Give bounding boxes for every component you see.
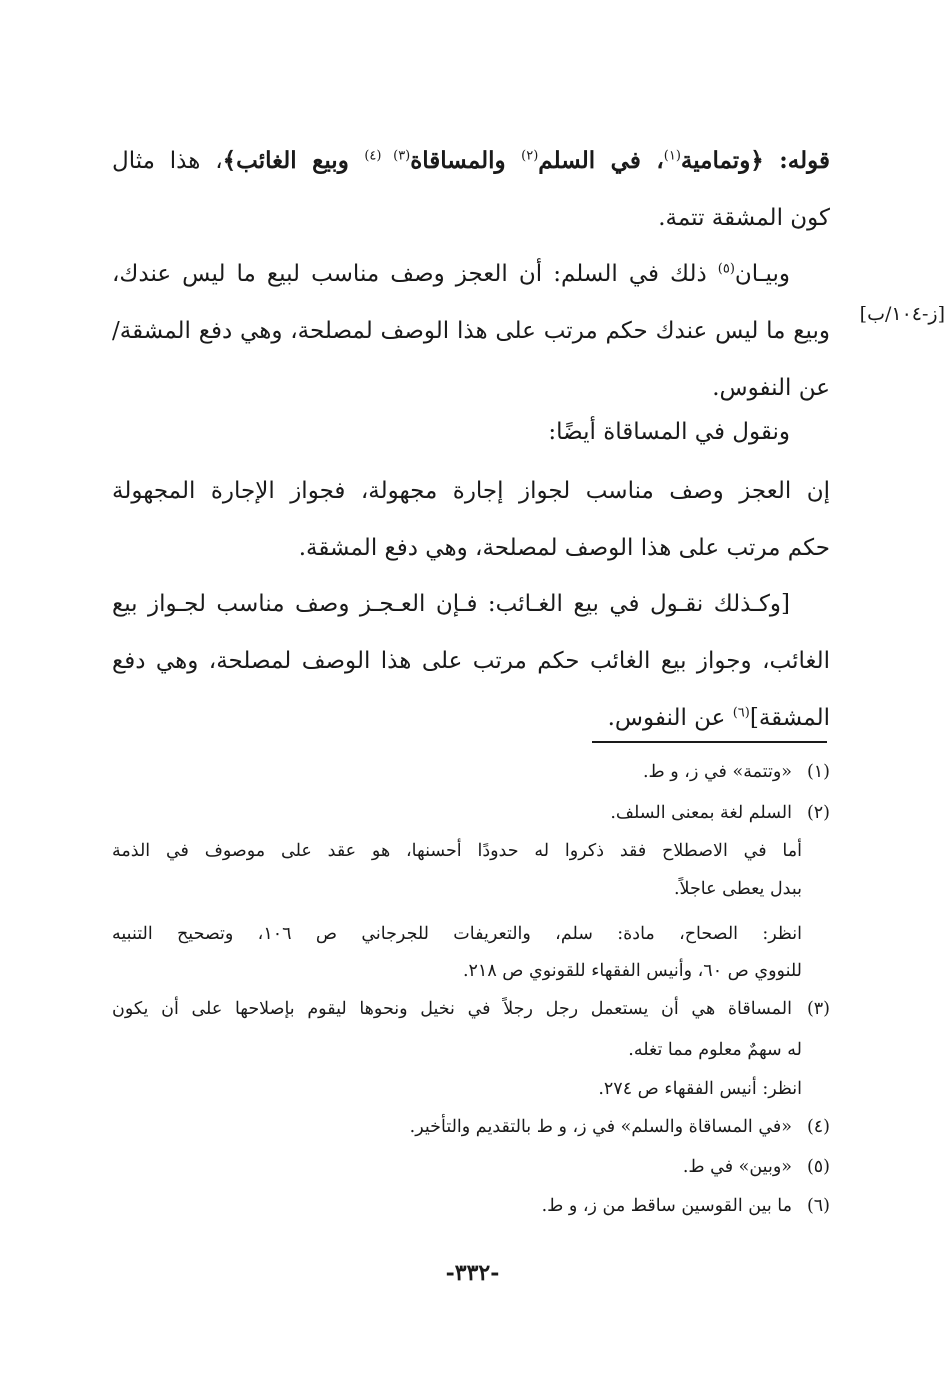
paragraph-4 [112,463,830,577]
footnote-text: المساقاة هي أن يستعمل رجل رجلاً في نخيل ونحوها ليقوم بإصلاحها على أن يكون [112,999,792,1019]
paragraph-2-line-1 [112,246,830,303]
paragraph-2-text-b: ذلك في السلم: أن العجز وصف مناسب لبيع ما ليس عندك، [112,261,718,287]
footnote-number: (٥) [806,1157,830,1177]
paragraph-2-text-a: وبيـان [734,261,790,287]
paragraph-5-text-a: المشقة] [749,705,830,731]
footnote-5 [112,1152,830,1183]
footnote-text: السلم لغة بمعنى السلف. [610,803,792,823]
footnote-3 [112,994,830,1025]
paragraph-2 [112,246,830,417]
footnote-text: «وتتمة» في ز، و ط. [642,762,792,782]
footnote-ref-4[interactable]: (٤) [364,148,394,164]
footnote-2-line-3: ببدل يعطى عاجلاً. [673,879,802,899]
footnote-6 [112,1191,830,1222]
footnote-number: (٦) [806,1196,830,1216]
paragraph-4-line-2: حكم مرتب على هذا الوصف لمصلحة، وهي دفع المشقة. [298,535,830,561]
paragraph-1-line-1 [112,132,830,190]
paragraph-1 [112,132,830,247]
quote-musaqah: والمساقاة [410,147,522,174]
footnote-2 [112,798,830,829]
paragraph-3: ونقول في المساقاة أيضًا: [548,419,790,445]
paragraph-2-line-2: وبيع ما ليس عندك حكم مرتب على هذا الوصف لمصلحة، وهي دفع المشقة/ [112,318,830,344]
paragraph-5-line-2: الغائب، وجواز بيع الغائب حكم مرتب على هذا الوصف لمصلحة، وهي دفع [112,648,830,674]
quote-salam: ، في السلم [538,147,664,174]
footnote-4 [112,1112,830,1143]
paragraph-5-text-b: عن النفوس. [607,705,733,731]
footnote-1 [112,757,830,788]
footnote-text: «في المساقاة والسلم» في ز، و ط بالتقديم والتأخير. [409,1117,792,1137]
footnote-ref-6[interactable]: (٦) [732,705,750,721]
footnote-text: «وبين» في ط. [682,1157,792,1177]
footnote-ref-5[interactable]: (٥) [717,261,735,277]
footnote-3-line-2: له سهمٌ معلوم مما تغله. [628,1040,802,1060]
quote-end: وبيع الغائب﴾ [222,147,365,174]
footnote-3-line-3: انظر: أنيس الفقهاء ص ٢٧٤. [598,1079,802,1099]
footnote-2-line-2: أما في الاصطلاح فقد ذكروا له حدودًا أحسنها، هو عقد على موصوف في الذمة [112,841,802,861]
manuscript-page-marker: [ز-١٠٤/ب] [859,303,945,325]
footnote-2-line-5: للنووي ص ٦٠، وأنيس الفقهاء للقونوي ص ٢١٨. [462,961,802,981]
footnote-separator [592,741,827,743]
paragraph-5-line-3 [112,690,830,747]
paragraph-5 [112,576,830,747]
footnote-number: (٤) [806,1117,830,1137]
quote-start: قوله: ﴿وتمامية [680,147,831,174]
footnote-ref-2[interactable]: (٢) [521,148,539,164]
footnote-number: (٣) [806,999,830,1019]
paragraph-1-line-1-rest: ، هذا مثال [112,148,223,174]
paragraph-5-line-1: [وكـذلك نقـول في بيع الغـائب: فـإن العـجـز وصف مناسب لجـواز بيع [112,591,790,617]
footnote-number: (٢) [806,803,830,823]
paragraph-4-line-1: إن العجز وصف مناسب لجواز إجارة مجهولة، فجواز الإجارة المجهولة [112,478,830,504]
footnote-ref-3[interactable]: (٣) [393,148,411,164]
page-number: -٣٣٢- [445,1260,500,1286]
footnote-text: ما بين القوسين ساقط من ز، و ط. [541,1196,792,1216]
paragraph-1-line-2: كون المشقة تتمة. [658,205,830,231]
footnote-ref-1[interactable]: (١) [663,148,681,164]
footnote-number: (١) [806,762,830,782]
footnote-2-line-4: انظر: الصحاح، مادة: سلم، والتعريفات للجرجاني ص ١٠٦، وتصحيح التنبيه [112,924,802,944]
paragraph-2-line-3: عن النفوس. [712,375,830,401]
